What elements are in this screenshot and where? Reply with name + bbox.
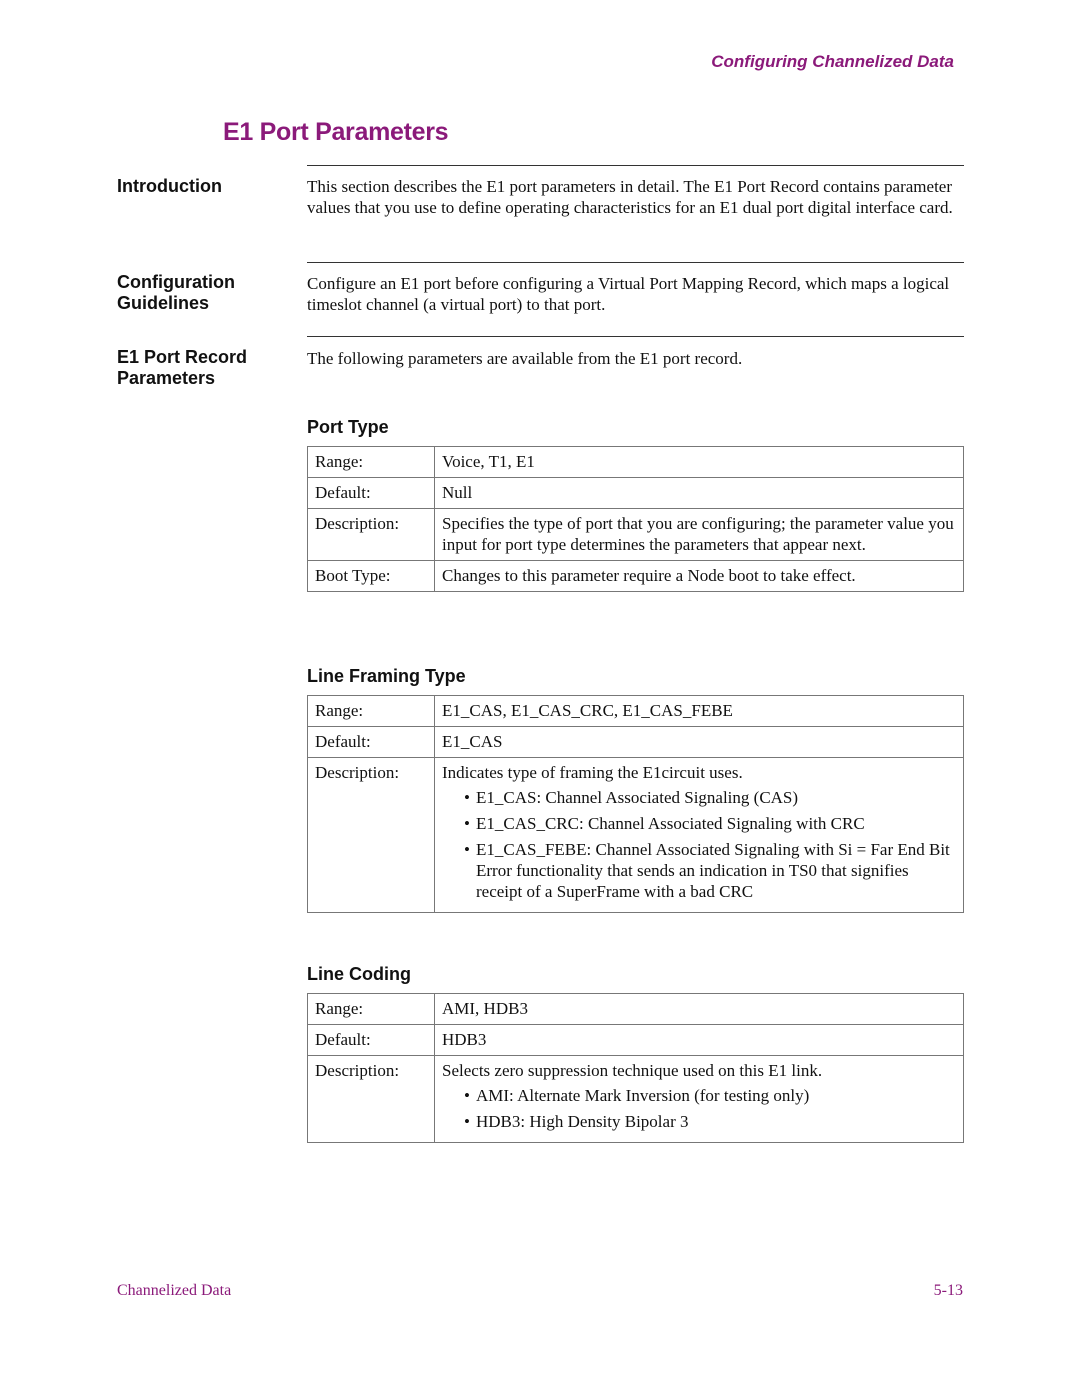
e1-port-record-text: The following parameters are available from the E1 port record.	[307, 349, 743, 368]
list-item-text: AMI: Alternate Mark Inversion (for testing only)	[476, 1086, 810, 1105]
configuration-text: Configure an E1 port before configuring a Virtual Port Mapping Record, which maps a logical timeslot channel (a virtual port) to that port.	[307, 274, 950, 314]
e1-port-record-heading-line2: Parameters	[117, 368, 216, 388]
bullet-icon: •	[464, 788, 470, 807]
section-divider	[307, 262, 964, 263]
range-label: Range:	[308, 447, 435, 478]
table-row	[308, 758, 964, 913]
e1-port-record-heading-line1: E1 Port Record	[117, 347, 248, 367]
list-item-text: E1_CAS: Channel Associated Signaling (CAS)	[476, 788, 799, 807]
table-row	[308, 727, 964, 758]
description-label: Description:	[308, 1056, 435, 1143]
range-label: Range:	[308, 994, 435, 1025]
list-item-text: E1_CAS_FEBE: Channel Associated Signaling with Si = Far End Bit Error functionality that sends an indication in TS0 that signifies receipt of a SuperFrame with a bad CRC	[476, 840, 950, 901]
port-type-heading: Port Type	[307, 417, 389, 437]
coding-bullet-list	[442, 1085, 956, 1132]
line-coding-table	[307, 993, 964, 1143]
range-value: E1_CAS, E1_CAS_CRC, E1_CAS_FEBE	[435, 696, 964, 727]
page-title: E1 Port Parameters	[223, 118, 449, 146]
table-row	[308, 509, 964, 561]
section-divider	[307, 165, 964, 166]
bullet-icon: •	[464, 814, 470, 833]
description-label: Description:	[308, 758, 435, 913]
list-item-text: E1_CAS_CRC: Channel Associated Signaling with CRC	[476, 814, 865, 833]
e1-port-record-heading	[117, 347, 297, 389]
framing-bullet-list	[442, 787, 956, 902]
default-label: Default:	[308, 478, 435, 509]
table-row	[308, 478, 964, 509]
list-item	[442, 1085, 956, 1106]
range-value: AMI, HDB3	[435, 994, 964, 1025]
table-row	[308, 561, 964, 592]
introduction-text: This section describes the E1 port parameters in detail. The E1 Port Record contains parameter values that you use to define operating characteristics for an E1 dual port digital interface card.	[307, 177, 953, 217]
default-value: E1_CAS	[435, 727, 964, 758]
line-framing-table	[307, 695, 964, 913]
list-item-text: HDB3: High Density Bipolar 3	[476, 1112, 689, 1131]
boot-type-value: Changes to this parameter require a Node boot to take effect.	[435, 561, 964, 592]
default-value: Null	[435, 478, 964, 509]
running-header: Configuring Channelized Data	[711, 52, 954, 71]
port-type-table	[307, 446, 964, 592]
boot-type-label: Boot Type:	[308, 561, 435, 592]
configuration-heading	[117, 272, 297, 314]
table-row	[308, 447, 964, 478]
default-value: HDB3	[435, 1025, 964, 1056]
default-label: Default:	[308, 727, 435, 758]
description-value: Selects zero suppression technique used on this E1 link.	[442, 1061, 823, 1080]
configuration-heading-line1: Configuration	[117, 272, 235, 292]
footer-chapter: Channelized Data	[117, 1282, 232, 1299]
description-cell	[435, 758, 964, 913]
description-label: Description:	[308, 509, 435, 561]
range-label: Range:	[308, 696, 435, 727]
table-row	[308, 1056, 964, 1143]
configuration-heading-line2: Guidelines	[117, 293, 210, 313]
bullet-icon: •	[464, 840, 470, 859]
table-row	[308, 994, 964, 1025]
list-item	[442, 1111, 956, 1132]
description-value: Specifies the type of port that you are configuring; the parameter value you input for port type determines the parameters that appear next.	[435, 509, 964, 561]
footer-page-number: 5-13	[933, 1282, 963, 1299]
range-value: Voice, T1, E1	[435, 447, 964, 478]
description-cell	[435, 1056, 964, 1143]
list-item	[442, 787, 956, 808]
bullet-icon: •	[464, 1112, 470, 1131]
bullet-icon: •	[464, 1086, 470, 1105]
list-item	[442, 813, 956, 834]
line-framing-heading: Line Framing Type	[307, 666, 466, 686]
table-row	[308, 696, 964, 727]
line-coding-heading: Line Coding	[307, 964, 411, 984]
section-divider	[307, 336, 964, 337]
list-item	[442, 839, 956, 902]
default-label: Default:	[308, 1025, 435, 1056]
table-row	[308, 1025, 964, 1056]
introduction-heading: Introduction	[117, 176, 222, 196]
description-value: Indicates type of framing the E1circuit uses.	[442, 763, 743, 782]
